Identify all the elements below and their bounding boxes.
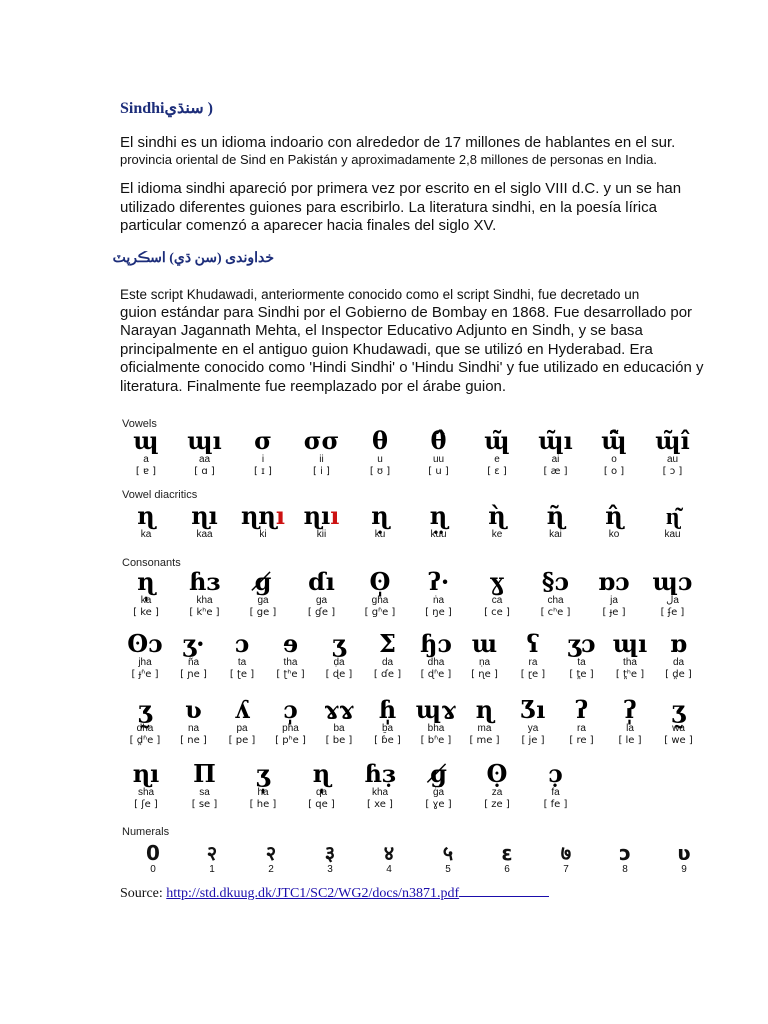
vowel-transliteration: au: [666, 454, 679, 465]
numeral-transliteration: 7: [563, 864, 569, 875]
consonant-transliteration: ga: [257, 595, 269, 606]
diacritic-glyph: ɳ: [371, 501, 389, 530]
vowel-transliteration: ai: [551, 454, 560, 465]
vowel-transliteration: aa: [198, 454, 211, 465]
consonant-glyph: ʒ: [332, 629, 346, 658]
khudawadi-line-1: Este script Khudawadi, anteriormente conocido como el script Sindhi, fue decretado un: [120, 287, 640, 302]
consonant-ipa: [ se ]: [191, 799, 218, 810]
diacritic-transliteration: kii: [316, 529, 327, 540]
diacritic-glyph: ɳı: [191, 501, 218, 530]
consonant-transliteration: na: [187, 723, 200, 734]
diacritic-glyph: ɳ: [665, 501, 680, 530]
vowel-glyph: ɰ̃̂: [601, 426, 627, 455]
numeral-transliteration: 4: [386, 864, 392, 875]
diacritic-cell: [115, 503, 177, 541]
numeral-transliteration: 0: [150, 864, 156, 875]
vowel-ipa: [ o ]: [603, 466, 625, 477]
consonant-ipa: [ we ]: [664, 735, 693, 746]
script-subheading: خداوندی (سن ڌي) اسڪرپٽ: [112, 251, 274, 266]
consonant-transliteration: cha: [547, 595, 564, 606]
consonant-cell: [525, 569, 587, 619]
diacritic-transliteration: kaa: [196, 529, 213, 540]
consonant-glyph: ɦ̩: [378, 695, 397, 724]
vowel-cell: [115, 428, 177, 478]
numeral-cell: [181, 842, 243, 876]
numeral-glyph: ε: [501, 841, 513, 865]
consonant-glyph: ɳ̩: [137, 567, 155, 596]
consonant-cell: [291, 569, 353, 619]
consonant-transliteration: sha: [137, 787, 155, 798]
consonant-ipa: [ gʱe ]: [364, 607, 396, 618]
consonant-glyph: ɔ: [234, 629, 250, 658]
consonant-glyph: ɯ: [471, 629, 498, 658]
consonant-glyph: ʒ̩: [256, 759, 270, 788]
consonant-glyph: ʒ̰: [671, 695, 686, 724]
consonant-glyph: Π: [193, 759, 216, 788]
numeral-cell: [122, 842, 184, 876]
consonant-glyph: ɰɤ: [415, 695, 457, 724]
consonant-ipa: [ qe ]: [308, 799, 335, 810]
consonant-cell: [648, 697, 710, 747]
source-citation: [120, 884, 549, 902]
numeral-glyph: ɔ: [619, 841, 631, 865]
consonant-transliteration: ṅa: [432, 595, 445, 606]
consonant-ipa: [ ɟe ]: [602, 607, 626, 618]
consonant-transliteration: gha: [371, 595, 389, 606]
consonant-cell: [642, 569, 704, 619]
history-paragraph: El idioma sindhi apareció por primera vez por escrito en el siglo VIII d.C. y un se han utilizado diferentes guiones para escribirlo. La literatura sindhi, en la poesía lírica particular comenzó a aparecer hacia finales del siglo XV.: [120, 180, 682, 234]
numeral-cell: [594, 842, 656, 876]
vowel-transliteration: uu: [432, 454, 445, 465]
vowel-glyph: ɰ̃: [484, 426, 510, 455]
diacritic-glyph: ɳ: [546, 501, 565, 530]
vowel-ipa: [ æ ]: [543, 466, 568, 477]
consonant-glyph: Σ: [379, 629, 396, 658]
vowel-glyph: ɰı: [187, 426, 222, 455]
consonant-transliteration: ña: [187, 657, 200, 668]
consonant-cell: [648, 631, 710, 681]
vowel-cell: [408, 428, 470, 478]
consonant-glyph: ɣ: [489, 567, 505, 596]
consonant-transliteration: ra: [528, 657, 538, 668]
consonant-cell: [115, 761, 177, 811]
vowel-ipa: [ ɔ ]: [662, 466, 683, 477]
vowel-glyph: θ: [371, 426, 388, 455]
diacritic-glyph: ɳ: [429, 501, 448, 530]
vowel-glyph: σσ: [303, 426, 340, 455]
consonant-ipa: [ ge ]: [249, 607, 277, 618]
diacritic-cell: [232, 503, 294, 541]
consonant-ipa: [ t̪ʰe ]: [615, 669, 645, 680]
numeral-glyph: २: [206, 841, 218, 865]
consonant-transliteration: kha: [371, 787, 389, 798]
consonant-transliteration: dha: [136, 723, 154, 734]
vowel-ipa: [ i ]: [313, 466, 330, 477]
diacritic-cell: [525, 503, 587, 541]
consonant-glyph: ɡ̸̣: [430, 759, 447, 788]
diacritic-cell: [642, 503, 704, 541]
consonant-glyph: ʘɔ: [127, 629, 163, 658]
diacritic-cell: [174, 503, 236, 541]
consonant-cell: [174, 569, 236, 619]
numerals-heading: Numerals: [122, 826, 170, 838]
consonant-transliteration: ta: [237, 657, 247, 668]
vowel-glyph: σ: [254, 426, 272, 455]
vowel-transliteration: e: [494, 454, 500, 465]
vowel-transliteration: u: [377, 454, 383, 465]
vowel-ipa: [ ɪ ]: [254, 466, 272, 477]
consonant-ipa: [ ze ]: [484, 799, 510, 810]
consonant-transliteration: ja: [610, 595, 618, 606]
diacritic-transliteration: ko: [608, 529, 620, 540]
consonant-transliteration: dha: [427, 657, 445, 668]
consonant-glyph: Ʒı: [520, 695, 546, 724]
consonants-heading: Consonants: [122, 557, 181, 569]
vowel-glyph: ɰ̃ı̂: [655, 426, 690, 455]
consonant-ipa: [ ŋe ]: [425, 607, 452, 618]
diacritic-transliteration: ki: [259, 529, 267, 540]
vowel-cell: [583, 428, 645, 478]
vowel-ipa: [ ɐ ]: [135, 466, 157, 477]
consonant-ipa: [ pe ]: [228, 735, 256, 746]
consonant-transliteration: لa: [666, 595, 679, 606]
vowel-ipa: [ u ]: [428, 466, 449, 477]
consonant-ipa: [ ɖʱe ]: [420, 669, 452, 680]
consonant-transliteration: sa: [199, 787, 210, 798]
consonant-glyph: ɳ: [475, 695, 494, 724]
consonant-transliteration: qa: [315, 787, 328, 798]
vowel-cell: [232, 428, 294, 478]
vowel-ipa: [ ɑ ]: [194, 466, 215, 477]
vowel-cell: [466, 428, 528, 478]
numeral-glyph: 0: [146, 841, 160, 865]
consonant-glyph: ɔ̣: [548, 759, 563, 788]
vowel-ipa: [ ɛ ]: [487, 466, 507, 477]
consonant-glyph: ɰɔ: [652, 567, 693, 596]
consonant-ipa: [ ɗe ]: [373, 669, 402, 680]
vowel-transliteration: i: [261, 454, 265, 465]
consonant-ipa: [ ɽe ]: [520, 669, 546, 680]
consonant-glyph: ɡ̸: [254, 567, 272, 596]
consonant-glyph: ɗı: [308, 567, 335, 596]
consonant-ipa: [ ʈʰe ]: [276, 669, 305, 680]
numeral-glyph: २: [265, 841, 277, 865]
diacritic-transliteration: kai: [549, 529, 562, 540]
consonant-ipa: [ le ]: [618, 735, 642, 746]
consonant-glyph: ʘ̣: [486, 759, 508, 788]
vowel-cell: [291, 428, 353, 478]
numeral-glyph: ३: [324, 841, 336, 865]
consonant-cell: [525, 761, 587, 811]
numeral-cell: [476, 842, 538, 876]
consonant-glyph: ɦɜ̣: [364, 759, 396, 788]
consonant-glyph: ʔ·: [427, 567, 450, 596]
consonant-glyph: ʒ·: [182, 629, 205, 658]
consonant-ipa: [ re ]: [569, 735, 594, 746]
consonant-glyph: ɔ̩: [283, 695, 298, 724]
intro-line-1: El sindhi es un idioma indoario con alrededor de 17 millones de hablantes en el sur.: [120, 134, 676, 151]
vowel-glyph: ɰ̃ı: [538, 426, 573, 455]
diacritic-glyph: ɳ: [137, 501, 155, 530]
khudawadi-paragraph: guion estándar para Sindhi por el Gobierno de Bombay en 1868. Fue desarrollado por Narayan Jagannath Mehta, el Inspector Educativo Adjunto en Sindh, y se basa principalmente en el antiguo guion Khudawadi, que se utilizó en Hyderabad. Era oficialmente conocido como 'Hindi Sindhi' o 'Hindu Sindhi' y fue utilizado en educación y literatura. Finalmente fue reemplazado por el árabe guion.: [120, 304, 704, 395]
consonant-glyph: ɳ̩: [312, 759, 331, 788]
consonant-transliteration: ba: [333, 723, 345, 734]
diacritic-cell: [349, 503, 411, 541]
consonant-ipa: [ t̪e ]: [569, 669, 594, 680]
consonant-transliteration: da: [672, 657, 685, 668]
consonant-transliteration: ḇa: [381, 723, 394, 734]
consonant-cell: [349, 761, 411, 811]
consonant-transliteration: jha: [138, 657, 152, 668]
consonant-ipa: [ ce ]: [484, 607, 510, 618]
consonant-cell: [232, 569, 294, 619]
diacritic-transliteration: kau: [664, 529, 681, 540]
consonant-cell: [232, 761, 294, 811]
consonant-transliteration: ya: [527, 723, 539, 734]
numeral-glyph: ४: [383, 841, 395, 865]
consonant-cell: [408, 761, 470, 811]
vowel-glyph: ɰ: [133, 426, 159, 455]
diacritic-glyph: ɳ: [488, 501, 506, 530]
numeral-transliteration: 1: [209, 864, 215, 875]
vowel-ipa: [ ʊ ]: [369, 466, 391, 477]
consonant-glyph: ɤɤ: [323, 695, 355, 724]
consonant-ipa: [ ɖe ]: [325, 669, 353, 680]
source-label: Source:: [120, 886, 167, 901]
diacritic-cell: [466, 503, 528, 541]
diacritic-cell: [291, 503, 353, 541]
consonant-ipa: [ d̪e ]: [665, 669, 692, 680]
numeral-glyph: ʋ: [677, 841, 691, 865]
consonant-ipa: [ ɓe ]: [374, 735, 401, 746]
consonant-ipa: [ xe ]: [367, 799, 393, 810]
vowel-cell: [174, 428, 236, 478]
diacritic-transliteration: ku: [374, 529, 386, 540]
consonant-ipa: [ kʰe ]: [189, 607, 220, 618]
vowels-heading: Vowels: [122, 418, 157, 430]
consonant-transliteration: pa: [236, 723, 248, 734]
numeral-cell: [417, 842, 479, 876]
consonant-transliteration: tha: [623, 657, 637, 668]
consonant-cell: [174, 761, 236, 811]
consonant-ipa: [ ɠe ]: [307, 607, 336, 618]
consonant-glyph: ɳı: [132, 759, 160, 788]
consonant-ipa: [ me ]: [469, 735, 500, 746]
consonant-transliteration: fa: [551, 787, 560, 798]
consonant-ipa: [ he ]: [249, 799, 277, 810]
consonant-transliteration: la: [626, 723, 634, 734]
consonant-transliteration: ġa: [432, 787, 445, 798]
consonant-glyph: ʔ̩: [623, 695, 637, 724]
consonant-ipa: [ ʈe ]: [229, 669, 255, 680]
consonant-cell: [349, 569, 411, 619]
consonant-glyph: §ɔ: [541, 567, 570, 596]
link-underline-extension: [459, 884, 549, 897]
consonant-ipa: [ ɳe ]: [471, 669, 498, 680]
consonant-cell: [291, 761, 353, 811]
consonant-transliteration: ɡa: [315, 595, 328, 606]
numeral-glyph: ५: [442, 841, 454, 865]
consonant-glyph: ʒɔ: [567, 629, 596, 658]
consonant-glyph: ɒɔ: [598, 567, 630, 596]
vowel-transliteration: o: [611, 454, 617, 465]
consonant-glyph: ɘ: [282, 629, 299, 658]
vowel-cell: [525, 428, 587, 478]
consonant-transliteration: ha: [257, 787, 269, 798]
consonant-transliteration: ma: [477, 723, 492, 734]
consonant-ipa: [ be ]: [325, 735, 353, 746]
vowel-transliteration: ii: [319, 454, 324, 465]
numeral-transliteration: 5: [445, 864, 451, 875]
vowel-cell: [349, 428, 411, 478]
consonant-ipa: [ ke ]: [133, 607, 159, 618]
consonant-transliteration: bha: [427, 723, 445, 734]
consonant-transliteration: ṇa: [478, 657, 491, 668]
consonant-glyph: ɒ: [670, 629, 687, 658]
consonant-cell: [466, 569, 528, 619]
consonant-transliteration: wa: [672, 723, 685, 734]
consonant-glyph: ʕ: [526, 629, 540, 658]
consonant-transliteration: ca: [491, 595, 503, 606]
consonant-ipa: [ d̪ʱe ]: [129, 735, 161, 746]
consonant-ipa: [ bʱe ]: [420, 735, 452, 746]
consonant-glyph: ɧɔ: [419, 629, 453, 658]
numeral-transliteration: 3: [327, 864, 333, 875]
consonant-ipa: [ ɟʱe ]: [131, 669, 159, 680]
consonant-glyph: ʎ: [234, 695, 250, 724]
numeral-transliteration: 6: [504, 864, 510, 875]
diacritic-vowel-mark: ı: [330, 501, 340, 530]
numeral-cell: [240, 842, 302, 876]
consonant-glyph: ʔ: [574, 695, 589, 724]
consonant-ipa: [ cʰe ]: [540, 607, 571, 618]
consonant-glyph: ɦɜ: [189, 567, 220, 596]
numeral-cell: [653, 842, 715, 876]
consonant-ipa: [ ʄe ]: [660, 607, 685, 618]
intro-line-2: provincia oriental de Sind en Pakistán y aproximadamente 2,8 millones de personas en India.: [120, 152, 657, 167]
consonant-ipa: [ ne ]: [180, 735, 207, 746]
consonant-transliteration: kha: [196, 595, 213, 606]
numeral-cell: [535, 842, 597, 876]
numeral-cell: [358, 842, 420, 876]
consonant-transliteration: ḍa: [333, 657, 345, 668]
consonant-cell: [115, 569, 177, 619]
page-title: Sindhiسنڌي ): [120, 100, 213, 117]
vowel-glyph: θ̂: [430, 426, 447, 455]
consonant-transliteration: ra: [577, 723, 586, 734]
diacritic-transliteration: ke: [491, 529, 503, 540]
diacritic-vowel-mark: ı: [275, 501, 286, 530]
consonant-transliteration: ta: [577, 657, 586, 668]
diacritics-heading: Vowel diacritics: [122, 489, 198, 501]
numeral-transliteration: 9: [681, 864, 687, 875]
consonant-ipa: [ fe ]: [543, 799, 568, 810]
diacritic-glyph: ɳıı: [303, 501, 340, 530]
diacritic-cell: [583, 503, 645, 541]
consonant-cell: [408, 569, 470, 619]
diacritic-glyph: ɳ: [605, 501, 623, 530]
consonant-cell: [583, 569, 645, 619]
consonant-transliteration: da: [381, 657, 394, 668]
consonant-glyph: ʒ̰: [138, 695, 152, 724]
diacritic-transliteration: kuu: [430, 529, 447, 540]
source-link[interactable]: http://std.dkuug.dk/JTC1/SC2/WG2/docs/n3871.pdf: [166, 886, 460, 901]
numeral-cell: [299, 842, 361, 876]
consonant-transliteration: tha: [283, 657, 298, 668]
consonant-glyph: ɰı: [612, 629, 648, 658]
consonant-glyph: ʘ̩: [369, 567, 391, 596]
consonant-ipa: [ je ]: [521, 735, 545, 746]
consonant-transliteration: za: [491, 787, 503, 798]
vowel-cell: [642, 428, 704, 478]
numeral-transliteration: 8: [622, 864, 628, 875]
consonant-ipa: [ ʃe ]: [134, 799, 158, 810]
consonant-transliteration: pha: [282, 723, 299, 734]
consonant-cell: [466, 761, 528, 811]
consonant-ipa: [ pʰe ]: [275, 735, 306, 746]
vowel-transliteration: a: [143, 454, 149, 465]
consonant-ipa: [ ɲe ]: [180, 669, 207, 680]
diacritic-glyph: ɳɳı: [240, 501, 286, 530]
consonant-transliteration: ka: [140, 595, 152, 606]
diacritic-cell: [408, 503, 470, 541]
numeral-transliteration: 2: [268, 864, 274, 875]
consonant-ipa: [ ɣe ]: [425, 799, 452, 810]
diacritic-transliteration: ka: [140, 529, 152, 540]
consonant-glyph: ʋ: [185, 695, 202, 724]
numeral-glyph: ७: [560, 841, 572, 865]
